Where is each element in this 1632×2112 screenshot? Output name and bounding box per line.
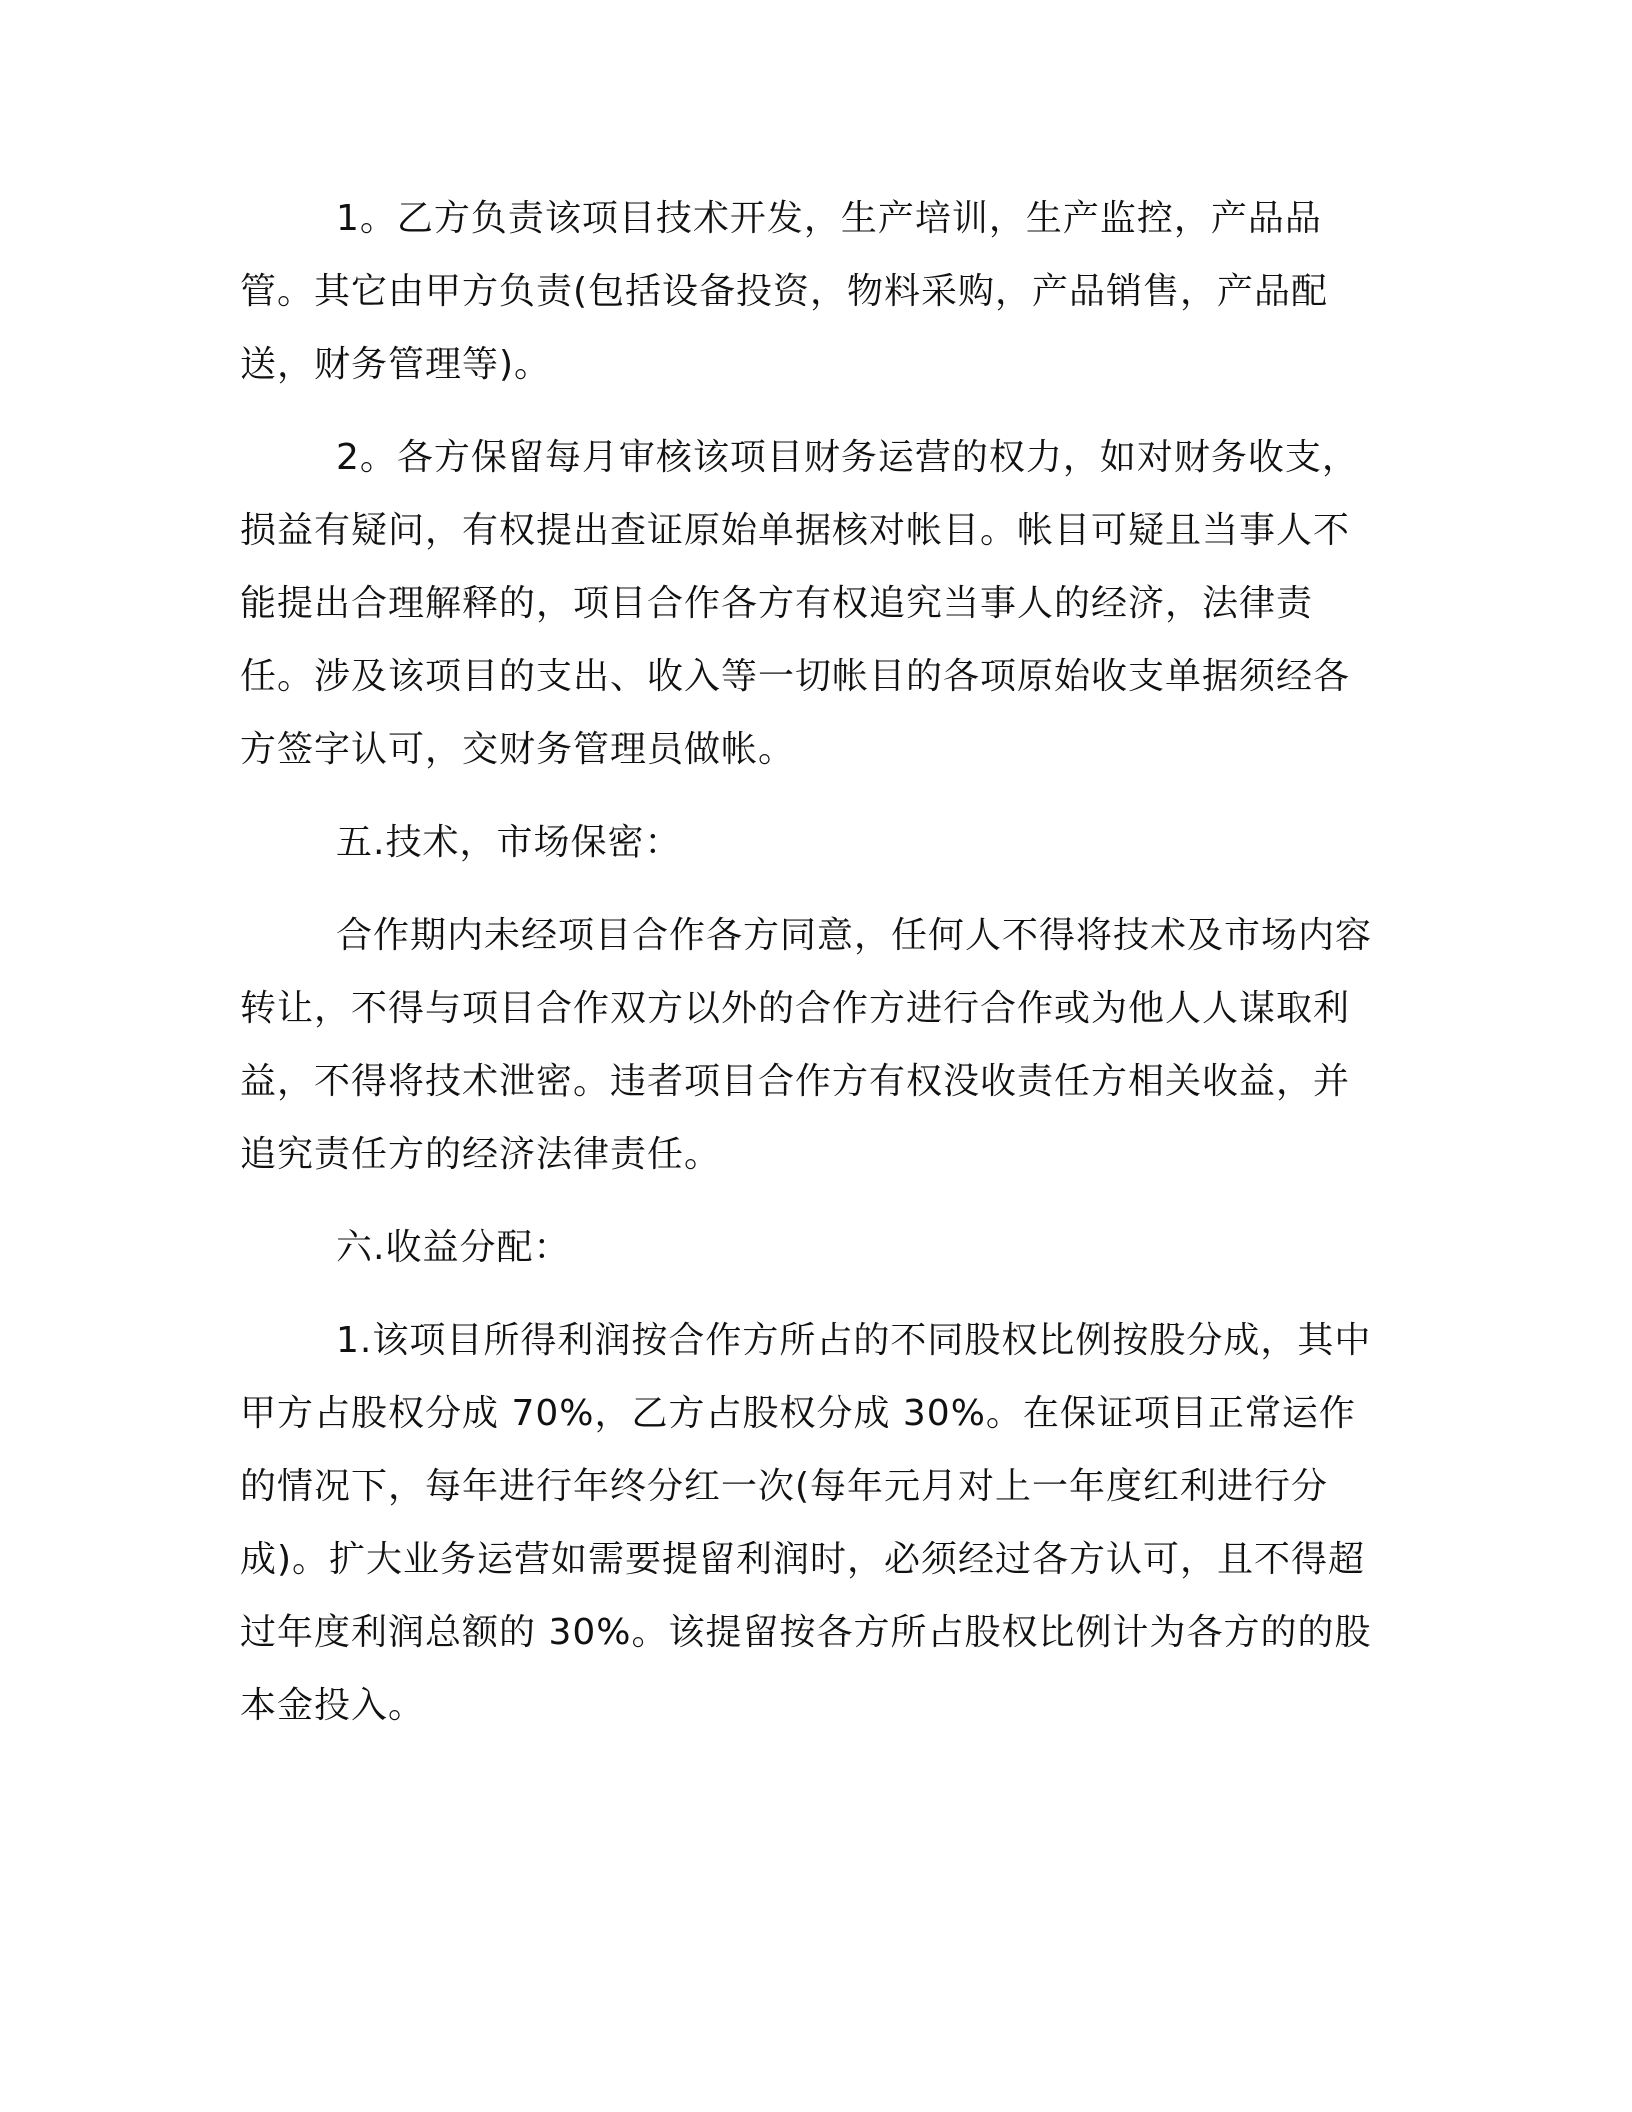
paragraph-confidentiality: 合作期内未经项目合作各方同意，任何人不得将技术及市场内容转让，不得与项目合作双方以外的合作方进行合作或为他人人谋取利益，不得将技术泄密。违者项目合作方有权没收责任方相关收益，并追究责任方的经济法律责任。 bbox=[240, 915, 1373, 1175]
paragraph-financial-audit: 2。各方保留每月审核该项目财务运营的权力，如对财务收支，损益有疑问，有权提出查证原始单据核对帐目。帐目可疑且当事人不能提出合理解释的，项目合作各方有权追究当事人的经济，法律责任。涉及该项目的支出、收入等一切帐目的各项原始收支单据须经各方签字认可，交财务管理员做帐。 bbox=[240, 437, 1359, 770]
paragraph-responsibilities: 1。乙方负责该项目技术开发，生产培训，生产监控，产品品管。其它由甲方负责(包括设备投资，物料采购，产品销售，产品配送，财务管理等)。 bbox=[240, 198, 1329, 385]
paragraph-profit-distribution: 1.该项目所得利润按合作方所占的不同股权比例按股分成，其中甲方占股权分成 70%，乙方占股权分成 30%。在保证项目正常运作的情况下，每年进行年终分红一次(每年元月对上一年度红利进行分成)。扩大业务运营如需要提留利润时，必须经过各方认可，且不得超过年度利润总额的 30%。该提留按各方所占股权比例计为各方的的股本金投入。 bbox=[240, 1320, 1372, 1726]
document-body bbox=[240, 182, 1380, 1742]
section-heading-confidentiality: 五.技术，市场保密： bbox=[336, 822, 682, 863]
section-heading-profit-distribution: 六.收益分配： bbox=[336, 1227, 571, 1268]
